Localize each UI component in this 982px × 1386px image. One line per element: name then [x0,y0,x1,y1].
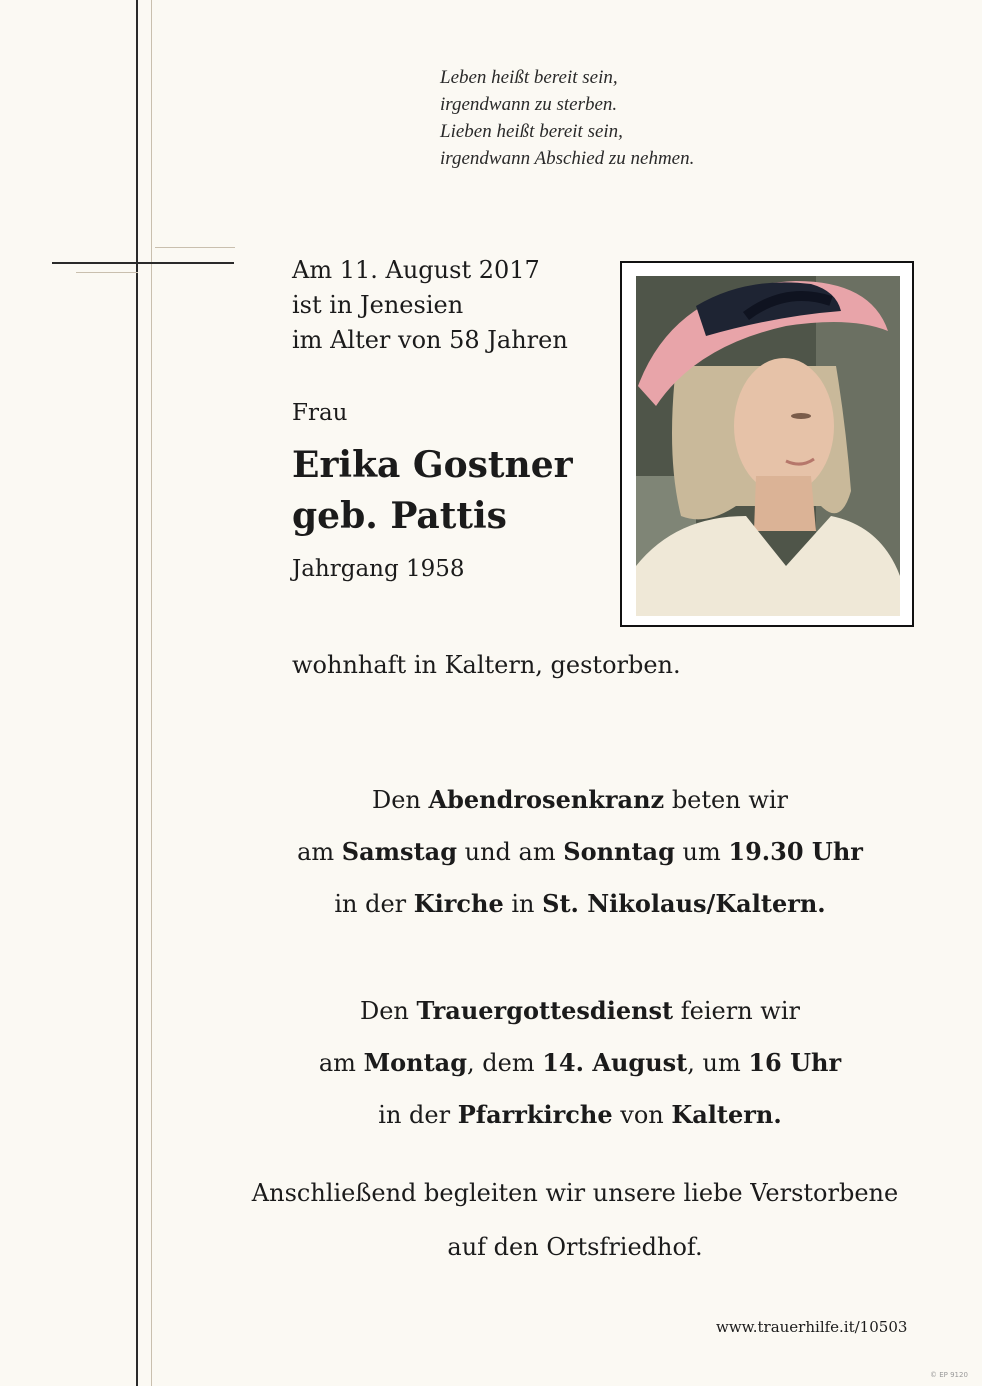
cross-vertical-line [136,0,138,1386]
text: in der [378,1101,458,1129]
mass-location: Kaltern. [671,1100,782,1129]
death-notice-intro [292,253,612,358]
rosary-venue: Kirche [413,889,504,918]
text: von [612,1101,672,1129]
deceased-name [292,440,573,542]
text: , dem [467,1049,543,1077]
deceased-maiden-name: geb. Pattis [292,495,507,537]
rosary-line-1 [160,774,982,826]
salutation: Frau [292,400,348,426]
quote-line: irgendwann zu sterben. [440,94,618,115]
text: Den [359,997,417,1025]
quote-line: Leben heißt bereit sein, [440,67,618,88]
mass-day: Montag [363,1048,468,1077]
burial-line: auf den Ortsfriedhof. [447,1233,703,1261]
intro-line: im Alter von 58 Jahren [292,326,568,354]
mass-line-1 [160,985,982,1037]
rosary-location: St. Nikolaus/Kaltern. [542,889,826,918]
funeral-mass-announcement [160,985,982,1141]
rosary-name: Abendrosenkranz [428,785,665,814]
rosary-time: 19.30 Uhr [728,837,863,866]
text: am [318,1049,364,1077]
mass-line-2 [160,1037,982,1089]
memorial-quote [440,64,840,172]
mass-date: 14. August [542,1048,688,1077]
cross-horizontal-shadow-line [76,272,138,273]
cross-horizontal-line [52,262,234,264]
mass-line-3 [160,1089,982,1141]
intro-line: Am 11. August 2017 [292,256,540,284]
text: in [503,890,543,918]
rosary-line-2 [160,826,982,878]
text: am [297,838,342,866]
mass-name: Trauergottesdienst [416,996,674,1025]
intro-line: ist in Jenesien [292,291,464,319]
rosary-day-2: Sonntag [563,837,675,866]
rosary-line-3 [160,878,982,930]
text: um [674,838,729,866]
residence-line: wohnhaft in Kaltern, gestorben. [292,651,681,679]
website-link[interactable]: www.trauerhilfe.it/10503 [716,1318,908,1336]
deceased-full-name: Erika Gostner [292,444,573,486]
text: Den [371,786,429,814]
text: und am [457,838,564,866]
text: in der [334,890,414,918]
birth-year: Jahrgang 1958 [292,556,465,582]
mass-venue: Pfarrkirche [457,1100,613,1129]
quote-line: Lieben heißt bereit sein, [440,121,623,142]
cross-horizontal-shadow-line-right [155,247,235,248]
quote-line: irgendwann Abschied zu nehmen. [440,148,695,169]
text: feiern wir [673,997,800,1025]
burial-line: Anschließend begleiten wir unsere liebe Verstorbene [251,1179,899,1207]
text: , um [687,1049,749,1077]
rosary-day-1: Samstag [341,837,457,866]
rosary-announcement [160,774,982,930]
print-code: © EP 9120 [930,1371,968,1379]
text: beten wir [664,786,789,814]
mass-time: 16 Uhr [748,1048,842,1077]
portrait-illustration [636,276,900,616]
portrait-photo [636,276,900,616]
burial-announcement [150,1166,982,1274]
